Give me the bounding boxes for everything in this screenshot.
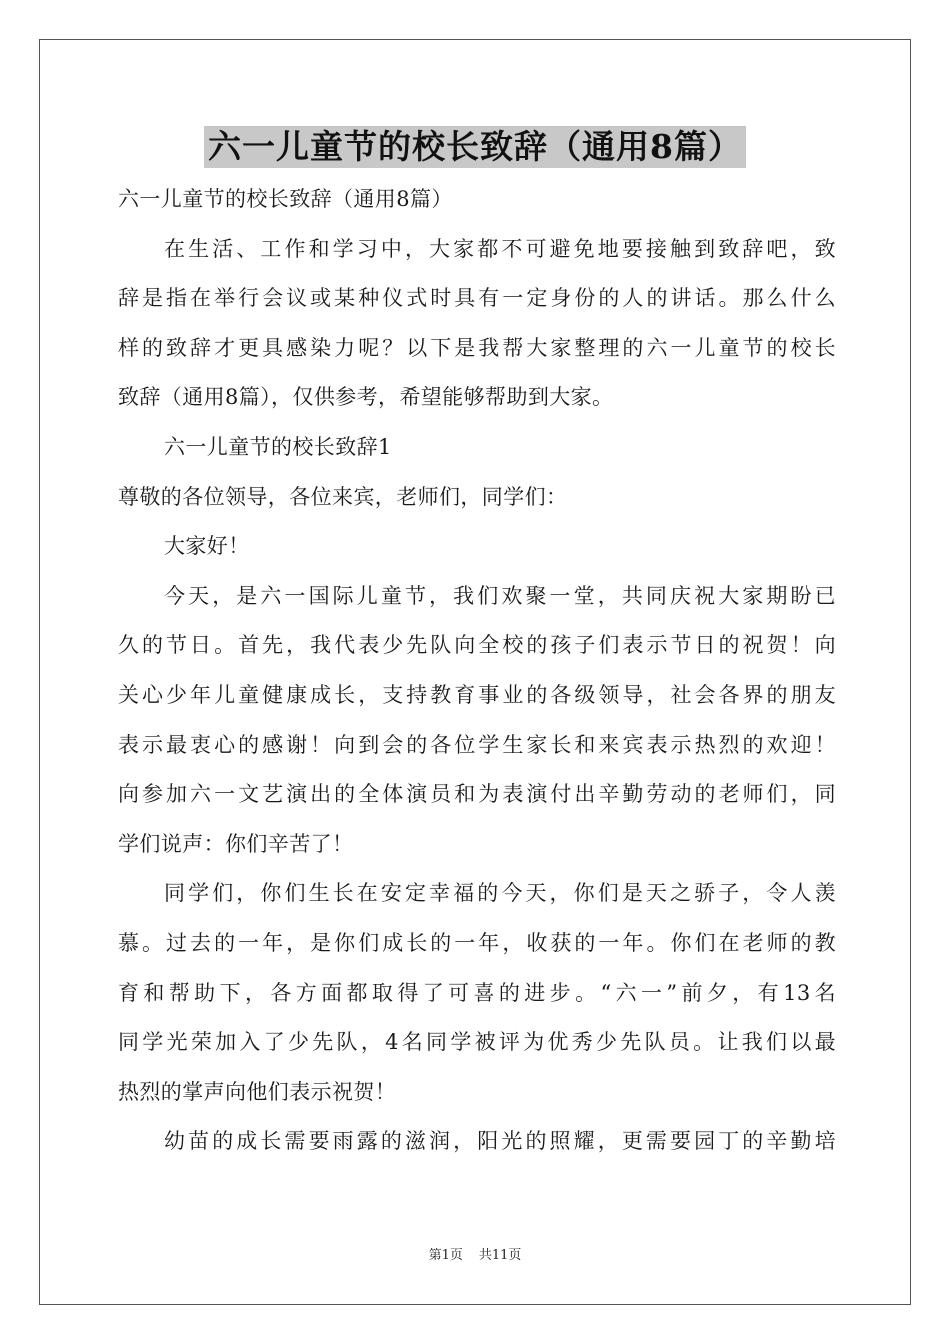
text-line: 向参加六一文艺演出的全体演员和为表演付出辛勤劳动的老师们，同 (118, 782, 836, 807)
text-line: 致辞（通用8篇），仅供参考，希望能够帮助到大家。 (118, 385, 614, 410)
text-line: 表示最衷心的感谢！向到会的各位学生家长和来宾表示热烈的欢迎！ (118, 732, 836, 757)
text-line: 六一儿童节的校长致辞（通用8篇） (118, 187, 453, 211)
text-line: 辞是指在举行会议或某种仪式时具有一定身份的人的讲话。那么什么 (118, 286, 836, 311)
title-container (0, 126, 950, 168)
page-number: 第1页 (428, 1248, 463, 1263)
page-total: 共11页 (478, 1248, 522, 1263)
text-line: 关心少年儿童健康成长，支持教育事业的各级领导，社会各界的朋友 (118, 682, 836, 707)
text-line: 学们说声：你们辛苦了！ (118, 831, 354, 856)
document-body (118, 175, 836, 1167)
text-line: 六一儿童节的校长致辞1 (164, 434, 392, 459)
text-line: 在生活、工作和学习中，大家都不可避免地要接触到致辞吧，致 (164, 236, 836, 261)
text-line: 久的节日。首先，我代表少先队向全校的孩子们表示节日的祝贺！向 (118, 633, 836, 658)
text-line: 样的致辞才更具感染力呢？以下是我帮大家整理的六一儿童节的校长 (118, 335, 836, 360)
text-line: 同学们，你们生长在安定幸福的今天，你们是天之骄子，令人羡 (164, 881, 836, 906)
page-footer (0, 1244, 950, 1263)
text-line: 幼苗的成长需要雨露的滋润，阳光的照耀，更需要园丁的辛勤培 (164, 1129, 836, 1154)
text-line: 慕。过去的一年，是你们成长的一年，收获的一年。你们在老师的教 (118, 930, 836, 955)
text-line: 热烈的掌声向他们表示祝贺！ (118, 1079, 397, 1104)
text-line: 今天，是六一国际儿童节，我们欢聚一堂，共同庆祝大家期盼已 (164, 583, 836, 608)
text-line: 育和帮助下，各方面都取得了可喜的进步。“六一”前夕，有13名 (118, 980, 836, 1005)
text-line: 同学光荣加入了少先队，4名同学被评为优秀少先队员。让我们以最 (118, 1030, 836, 1055)
text-line: 大家好！ (164, 534, 250, 559)
text-line: 尊敬的各位领导，各位来宾，老师们，同学们： (118, 484, 568, 509)
document-title: 六一儿童节的校长致辞（通用8篇） (204, 126, 746, 168)
